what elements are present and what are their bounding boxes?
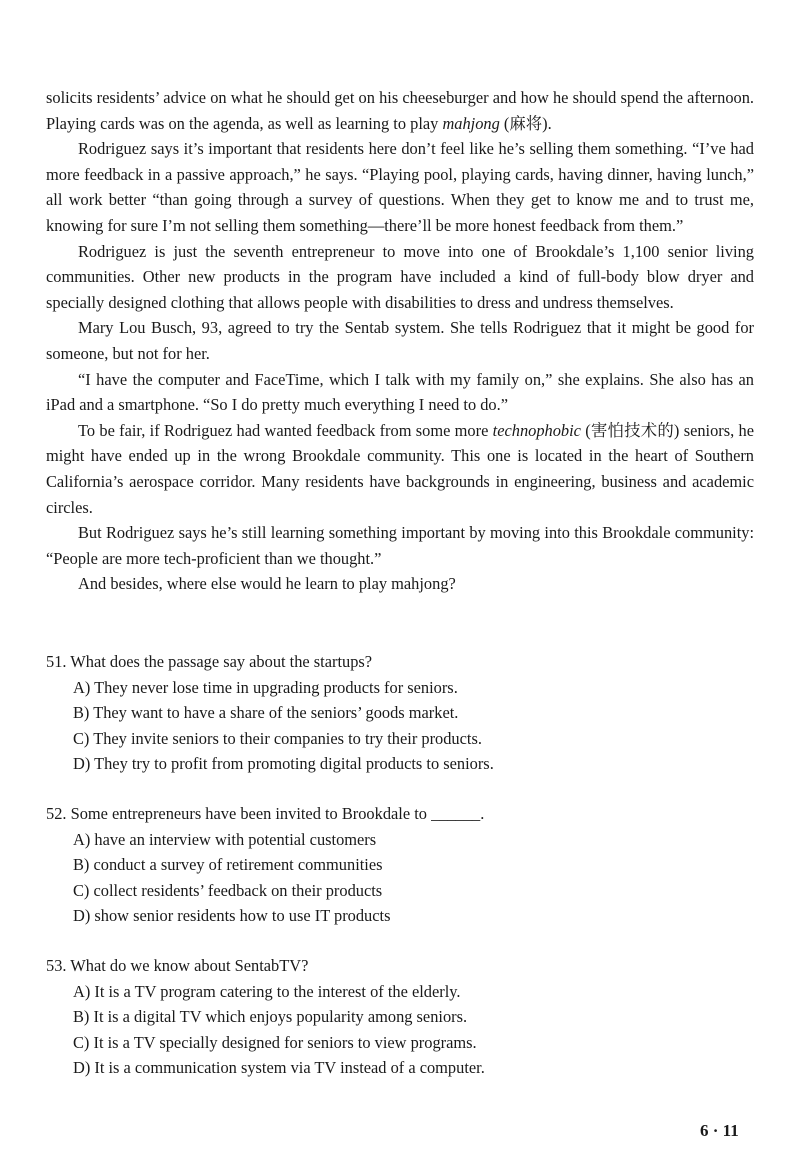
paragraph-text: Rodriguez is just the seventh entrepreneur to move into one of Brookdale’s 1,100 senior living communities. Other new products in the program have included a kind of full-body blow dryer and specially designed clothing that allows people with disabilities to dress and undress themselves. [46,241,754,312]
paragraph-text: Rodriguez says it’s important that residents here don’t feel like he’s selling them something. “I’ve had more feedback in a passive approach,” he says. “Playing pool, playing cards, having dinner, having lunch,” all work better “than going through a survey of questions. When they get to know me and to trust me, knowing for sure I’m not selling them something—there’ll be more honest feedback from them.” [46,139,754,235]
italic-term: mahjong [442,113,500,133]
paragraph-text: solicits residents’ advice on what he should get on his cheeseburger and how he should spend the afternoon. Playing cards was on the agenda, as well as learning to play [46,88,754,133]
passage-paragraph [46,418,754,520]
paragraph-text: To be fair, if Rodriguez had wanted feedback from some more [78,420,493,440]
question-list [46,649,754,1105]
passage-paragraph [46,136,754,238]
option-d: D) show senior residents how to use IT products [73,906,391,926]
question-51 [46,649,754,777]
passage-paragraph [46,520,754,571]
question-stem: 52. Some entrepreneurs have been invited to Brookdale to ______. [46,803,485,823]
option-c: C) It is a TV specially designed for seniors to view programs. [73,1032,477,1052]
passage-paragraph [46,85,754,136]
question-stem: 53. What do we know about SentabTV? [46,955,309,975]
italic-term: technophobic [492,420,581,440]
paragraph-text: (麻将). [499,113,552,133]
passage-paragraph [46,239,754,316]
question-53 [46,953,754,1081]
option-d: D) They try to profit from promoting digital products to seniors. [73,754,494,774]
option-a: A) They never lose time in upgrading products for seniors. [73,677,458,697]
passage-paragraph [46,367,754,418]
option-b: B) conduct a survey of retirement communities [73,855,383,875]
option-d: D) It is a communication system via TV instead of a computer. [73,1058,485,1078]
page-number: 6 · 11 [700,1121,739,1140]
option-b: B) It is a digital TV which enjoys popularity among seniors. [73,1007,468,1027]
passage-paragraph [46,571,754,597]
reading-passage [46,85,754,597]
paragraph-text: And besides, where else would he learn to play mahjong? [78,574,456,594]
paragraph-text: Mary Lou Busch, 93, agreed to try the Sentab system. She tells Rodriguez that it might be good for someone, but not for her. [46,318,754,363]
option-c: C) collect residents’ feedback on their products [73,880,383,900]
paragraph-text: “I have the computer and FaceTime, which I talk with my family on,” she explains. She also has an iPad and a smartphone. “So I do pretty much everything I need to do.” [46,369,754,415]
passage-paragraph [46,315,754,366]
option-c: C) They invite seniors to their companies to try their products. [73,728,482,748]
paragraph-text: (害怕技术的) seniors, he might have ended up in the wrong Brookdale community. This one is located in the heart of Southern California’s aerospace corridor. Many residents have backgrounds in engineering, business and academic circles. [46,420,755,517]
question-52 [46,801,754,929]
paragraph-text: But Rodriguez says he’s still learning something important by moving into this Brookdale community: “People are more tech-proficient than we thought.” [46,523,754,568]
option-b: B) They want to have a share of the seniors’ goods market. [73,703,459,723]
option-a: A) It is a TV program catering to the interest of the elderly. [73,981,461,1001]
option-a: A) have an interview with potential customers [73,829,377,849]
question-stem: 51. What does the passage say about the startups? [46,652,373,671]
